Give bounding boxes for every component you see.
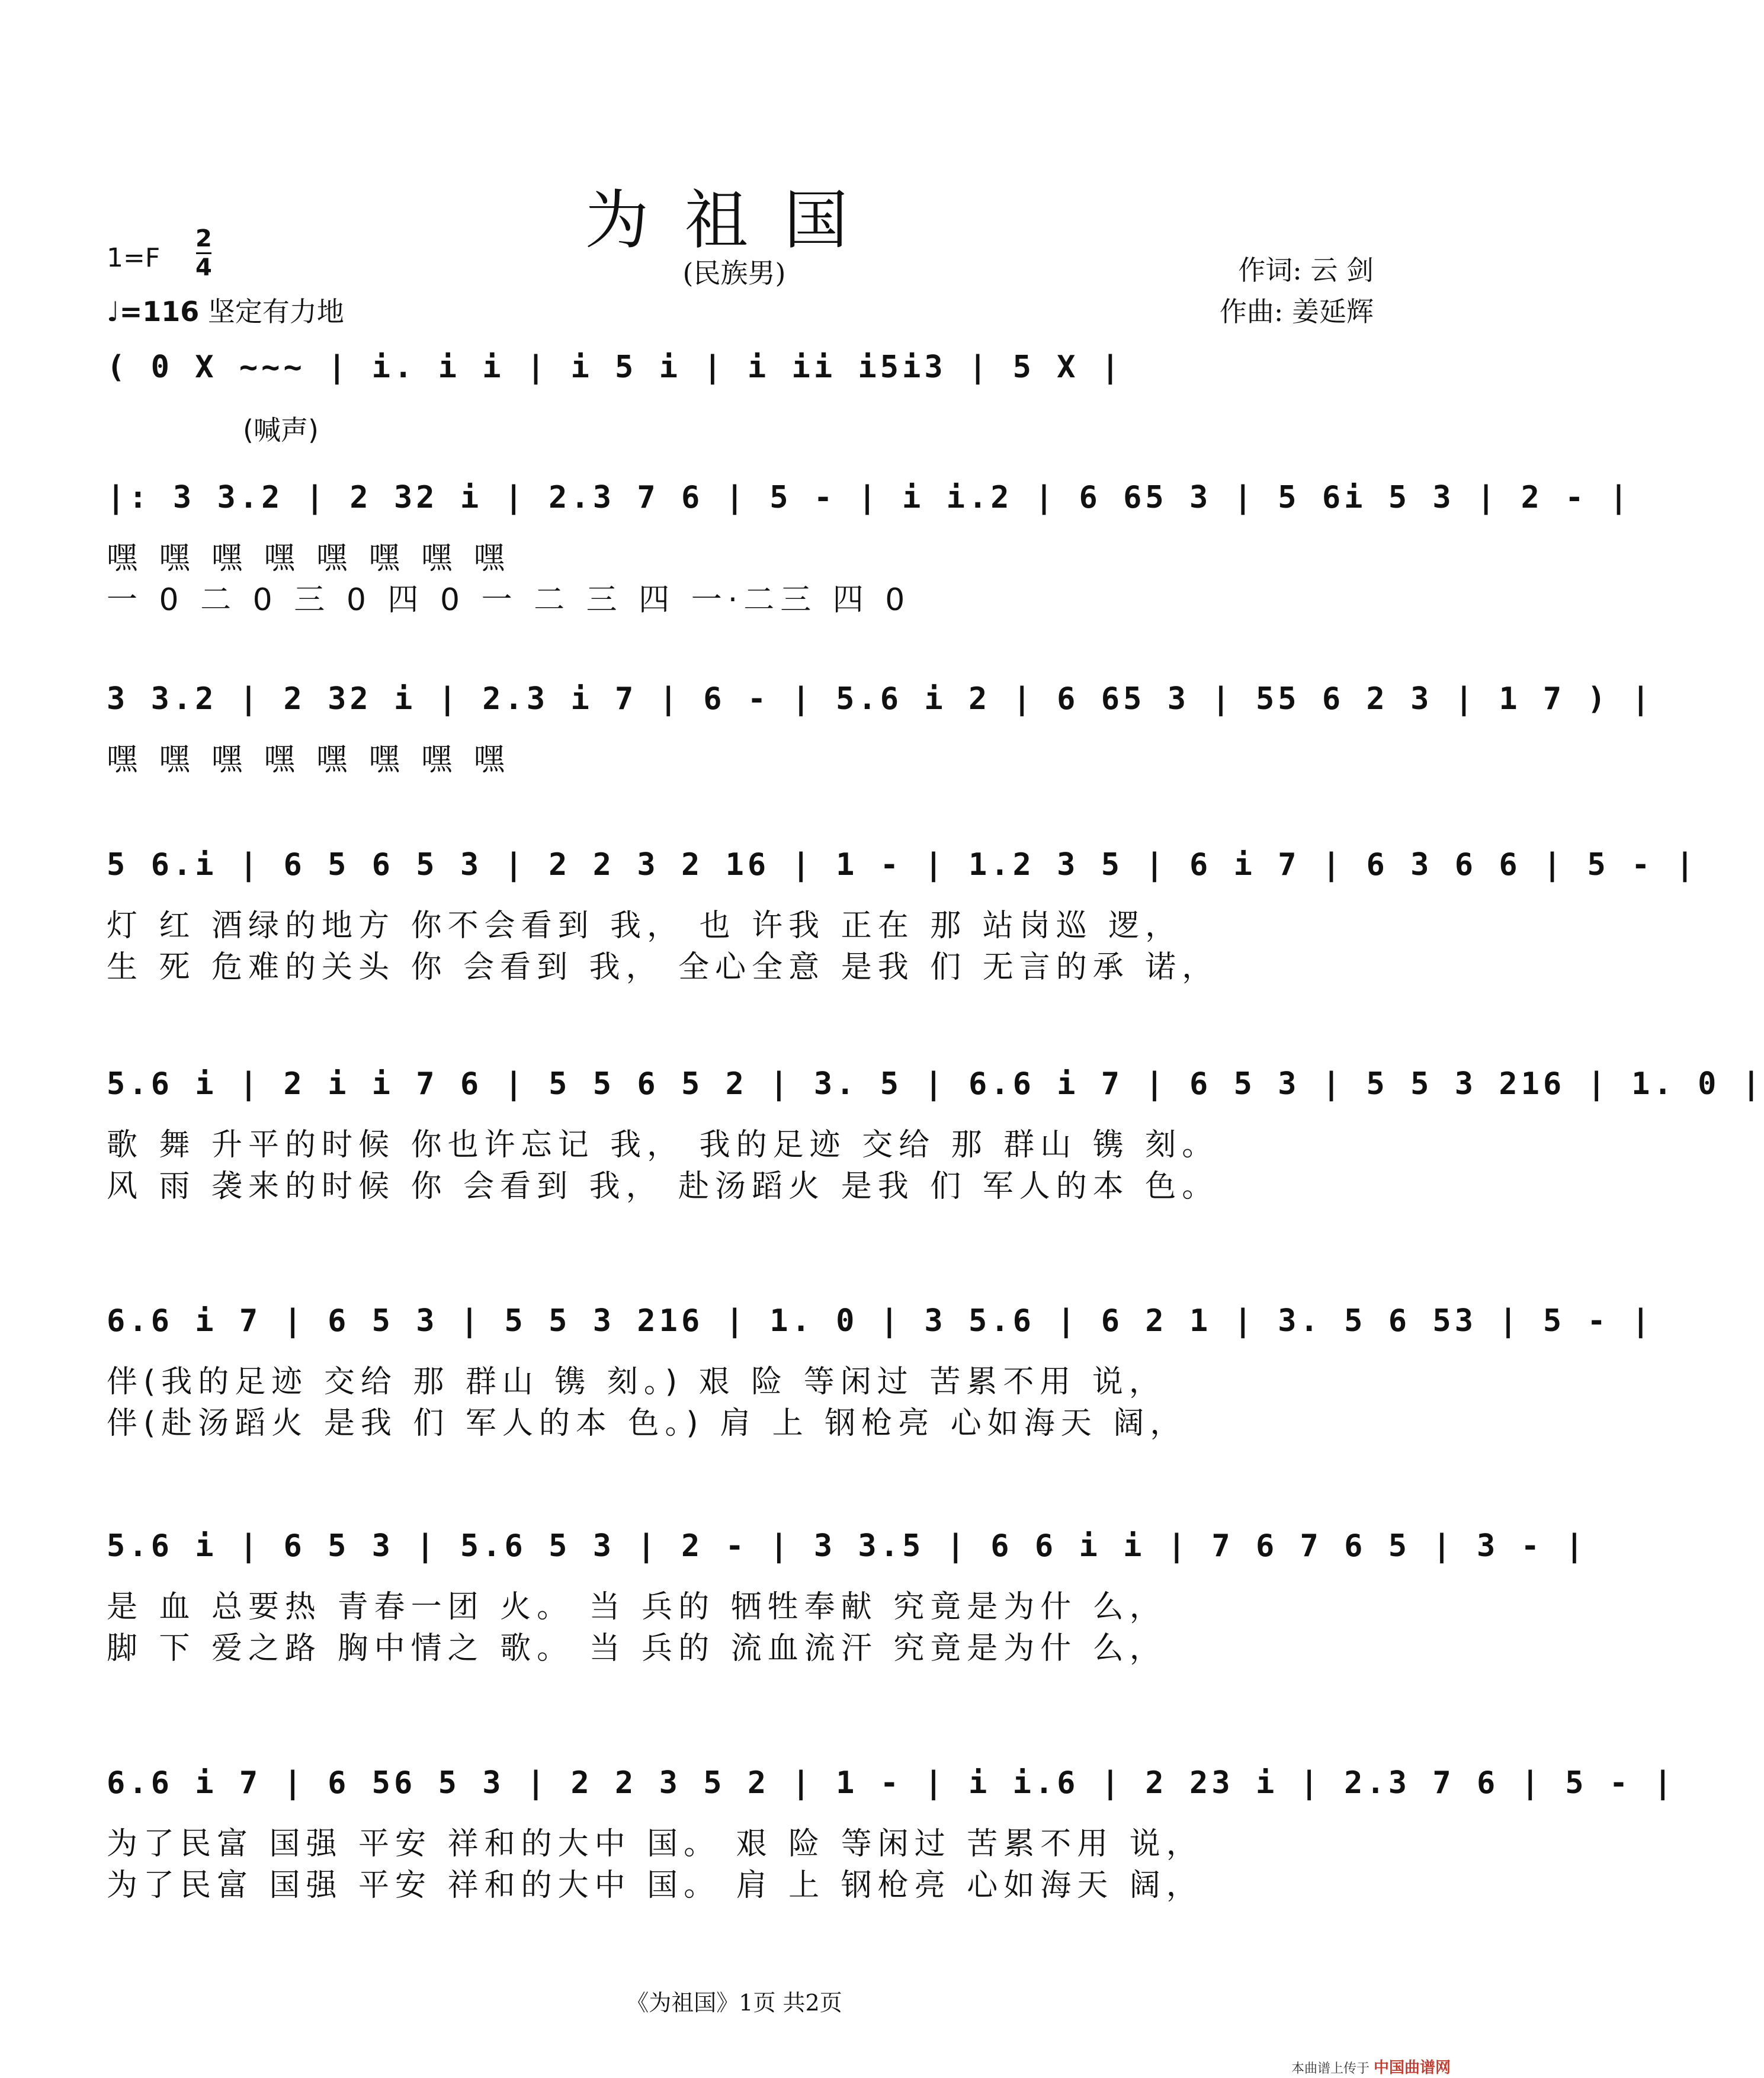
- notation-row: 6.6 i 7 | 6 5 3 | 5 5 3 216 | 1. 0 | 3 5.6 | 6 2 1 | 3. 5 6 53 | 5 - |: [107, 1303, 1654, 1339]
- notation-row: 5.6 i | 2 i i 7 6 | 5 5 6 5 2 | 3. 5 | 6.6 i 7 | 6 5 3 | 5 5 3 216 | 1. 0 |: [107, 1066, 1764, 1102]
- lyric-line: 伴(我的足迹 交给 那 群山 镌 刻。) 艰 险 等闲过 苦累不用 说，: [107, 1364, 1166, 1400]
- lyric-line: 为了民富 国强 平安 祥和的大中 国。 肩 上 钢枪亮 心如海天 阔，: [107, 1868, 1203, 1903]
- lyric-line: 生 死 危难的关头 你 会看到 我， 全心全意 是我 们 无言的承 诺，: [107, 950, 1219, 985]
- lyric-line: 一 0 二 0 三 0 四 0 一 二 三 四 一·二三 四 0: [107, 582, 911, 618]
- notation-row: 5 6.i | 6 5 6 5 3 | 2 2 3 2 16 | 1 - | 1.2 3 5 | 6 i 7 | 6 3 6 6 | 5 - |: [107, 847, 1698, 883]
- lyric-line: 风 雨 袭来的时候 你 会看到 我， 赴汤蹈火 是我 们 军人的本 色。: [107, 1169, 1219, 1204]
- lyric-line: 伴(赴汤蹈火 是我 们 军人的本 色。) 肩 上 钢枪亮 心如海天 阔，: [107, 1406, 1187, 1441]
- time-signature-top: 2: [195, 225, 212, 252]
- tempo-marking: [107, 290, 344, 329]
- key-signature: 1=F: [107, 243, 161, 273]
- lyricist: 作词: 云 剑: [1238, 254, 1374, 286]
- lyric-line: 嘿 嘿 嘿 嘿 嘿 嘿 嘿 嘿: [107, 742, 511, 778]
- song-title: 为祖国: [585, 184, 884, 258]
- time-signature-bottom: 4: [195, 254, 212, 281]
- song-subtitle: (民族男): [682, 257, 786, 289]
- lyric-line: 脚 下 爱之路 胸中情之 歌。 当 兵的 流血流汗 究竟是为什 么，: [107, 1631, 1166, 1666]
- notation-row: 3 3.2 | 2 32 i | 2.3 i 7 | 6 - | 5.6 i 2 | 6 65 3 | 55 6 2 3 | 1 7 ) |: [107, 681, 1654, 717]
- lyric-line: 灯 红 酒绿的地方 你不会看到 我， 也 许我 正在 那 站岗巡 逻，: [107, 908, 1182, 944]
- lyric-line: 嘿 嘿 嘿 嘿 嘿 嘿 嘿 嘿: [107, 541, 511, 576]
- lyric-line: 是 血 总要热 青春一团 火。 当 兵的 牺牲奉献 究竟是为什 么，: [107, 1589, 1166, 1625]
- credit-text: 本曲谱上传于: [1291, 2061, 1369, 2076]
- shout-annotation: (喊声): [243, 414, 319, 446]
- composer: 作曲: 姜延辉: [1219, 296, 1374, 328]
- notation-row: |: 3 3.2 | 2 32 i | 2.3 7 6 | 5 - | i i.2 | 6 65 3 | 5 6i 5 3 | 2 - |: [107, 480, 1632, 515]
- notation-row: ( 0 X ~~~ | i. i i | i 5 i | i ii i5i3 | 5 X |: [107, 349, 1124, 385]
- time-signature: [195, 226, 212, 280]
- site-logo: 中国曲谱网: [1373, 2059, 1451, 2077]
- notation-row: 6.6 i 7 | 6 56 5 3 | 2 2 3 5 2 | 1 - | i i.6 | 2 23 i | 2.3 7 6 | 5 - |: [107, 1765, 1676, 1801]
- notation-row: 5.6 i | 6 5 3 | 5.6 5 3 | 2 - | 3 3.5 | 6 6 i i | 7 6 7 6 5 | 3 - |: [107, 1528, 1587, 1564]
- page-footer: 《为祖国》1页 共2页: [626, 1990, 842, 2016]
- tempo-value: =116: [119, 296, 200, 328]
- lyric-line: 歌 舞 升平的时候 你也许忘记 我， 我的足迹 交给 那 群山 镌 刻。: [107, 1127, 1219, 1163]
- quarter-note-icon: ♩: [107, 296, 120, 328]
- tempo-expression: 坚定有力地: [207, 296, 344, 328]
- upload-credit: [1291, 2055, 1451, 2077]
- lyric-line: 为了民富 国强 平安 祥和的大中 国。 艰 险 等闲过 苦累不用 说，: [107, 1826, 1203, 1862]
